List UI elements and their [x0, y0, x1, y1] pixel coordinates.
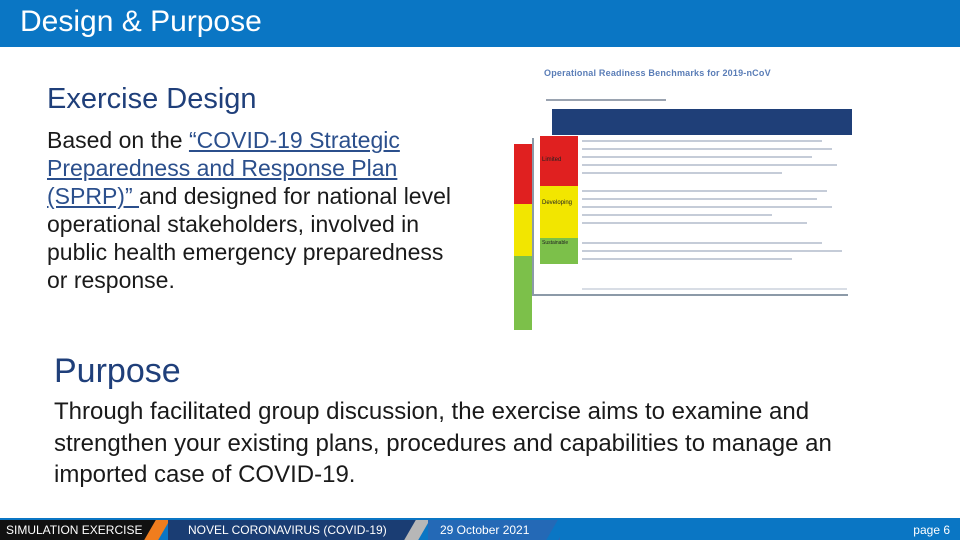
- benchmarks-document-image: [512, 58, 862, 333]
- sprp-link[interactable]: “COVID-19 Strategic Preparedness and Response Plan (SPRP)”: [47, 127, 400, 209]
- design-body-prefix: Based on the: [47, 127, 189, 153]
- slide-title: Design & Purpose: [20, 5, 262, 38]
- doc-text-line: [582, 222, 807, 224]
- purpose-body: Through facilitated group discussion, the exercise aims to examine and strengthen your existing plans, procedures and capabilities to manage an imported case of COVID-19.: [54, 398, 832, 488]
- doc-text-line: [582, 198, 817, 200]
- doc-text-line: [582, 242, 822, 244]
- stripe-green: [514, 256, 532, 330]
- doc-text-line: [582, 258, 792, 260]
- document-frame-vertical: [532, 138, 534, 296]
- doc-text-line: [582, 156, 812, 158]
- footer-novel-coronavirus: NOVEL CORONAVIRUS (COVID-19): [168, 520, 418, 540]
- doc-text-line: [582, 148, 832, 150]
- stripe-red: [514, 144, 532, 204]
- document-frame-horizontal: [532, 294, 848, 296]
- level-label-limited: Limited: [542, 157, 562, 163]
- footer-date: 29 October 2021: [428, 520, 560, 540]
- stripe-yellow: [514, 204, 532, 256]
- exercise-design-body: [47, 126, 457, 294]
- footer-page-number: page 6: [913, 523, 950, 537]
- level-label-sustainable: Sustainable: [542, 240, 569, 246]
- level-label-developing: Developing: [542, 200, 573, 206]
- doc-text-line: [582, 140, 822, 142]
- doc-text-line: [582, 206, 832, 208]
- document-title: Operational Readiness Benchmarks for 2019-nCoV: [544, 68, 771, 78]
- doc-text-line: [582, 190, 827, 192]
- doc-text-line: [582, 250, 842, 252]
- exercise-design-heading: Exercise Design: [47, 83, 257, 115]
- doc-text-line: [582, 172, 782, 174]
- doc-text-line: [582, 214, 772, 216]
- purpose-heading: Purpose: [54, 352, 181, 390]
- document-header-band: [552, 109, 852, 135]
- design-body-suffix: and designed for national level operational stakeholders, involved in public health emergency preparedness or response.: [47, 183, 452, 293]
- footer-simulation-exercise: SIMULATION EXERCISE: [0, 520, 158, 540]
- level-developing-cell: [540, 186, 578, 238]
- doc-text-line: [582, 288, 847, 290]
- document-subtitle-line: [546, 99, 666, 101]
- doc-text-line: [582, 164, 837, 166]
